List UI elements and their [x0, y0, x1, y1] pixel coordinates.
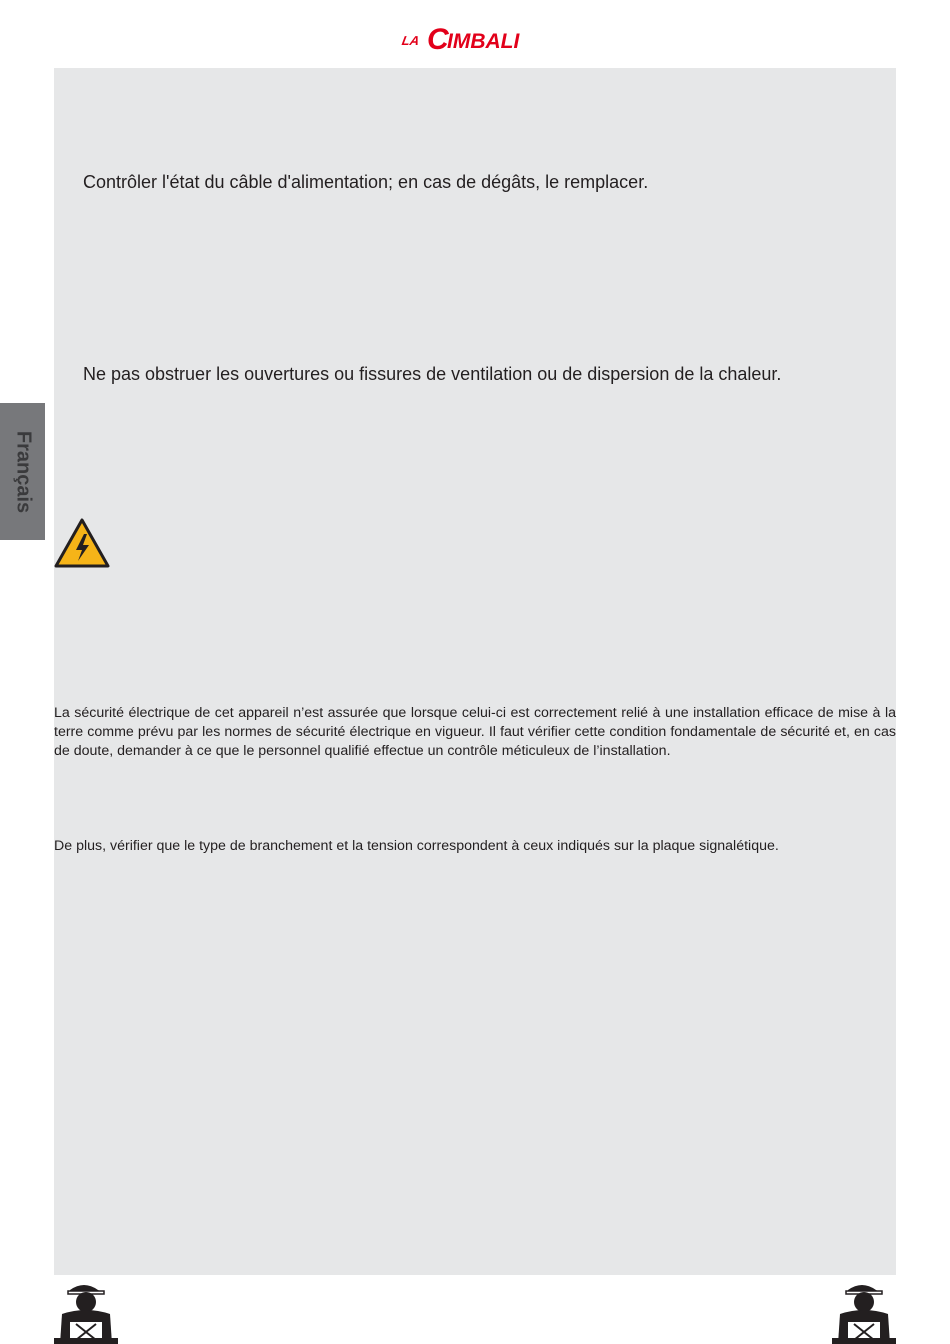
content-panel — [54, 68, 896, 1275]
electrical-hazard-icon — [54, 518, 110, 568]
language-tab-label: Français — [12, 430, 34, 513]
brand-logo — [400, 18, 545, 56]
svg-text:IMBALI: IMBALI — [447, 30, 520, 53]
svg-text:C: C — [427, 23, 449, 56]
language-tab — [0, 403, 45, 540]
instruction-ventilation: Ne pas obstruer les ouvertures ou fissures de ventilation ou de dispersion de la chaleur. — [83, 364, 782, 384]
instruction-check-cable: Contrôler l'état du câble d'alimentation; en cas de dégâts, le remplacer. — [83, 172, 649, 192]
electrical-safety-paragraph: La sécurité électrique de cet appareil n’est assurée que lorsque celui-ci est correctement relié à une installation efficace de mise à la terre comme prévu par les normes de sécurité électrique en vigueur. Il faut vérifier cette condition fondamentale de sécurité et, en cas de doute, demander à ce que le personnel qualifié effectue un contrôle méticuleux de l’installation. — [54, 705, 896, 759]
svg-text:LA: LA — [400, 33, 421, 48]
rating-plate-paragraph: De plus, vérifier que le type de branchement et la tension correspondent à ceux indiqués sur la plaque signalétique. — [54, 838, 779, 854]
technician-icon — [832, 1282, 896, 1344]
technician-icon — [54, 1282, 118, 1344]
